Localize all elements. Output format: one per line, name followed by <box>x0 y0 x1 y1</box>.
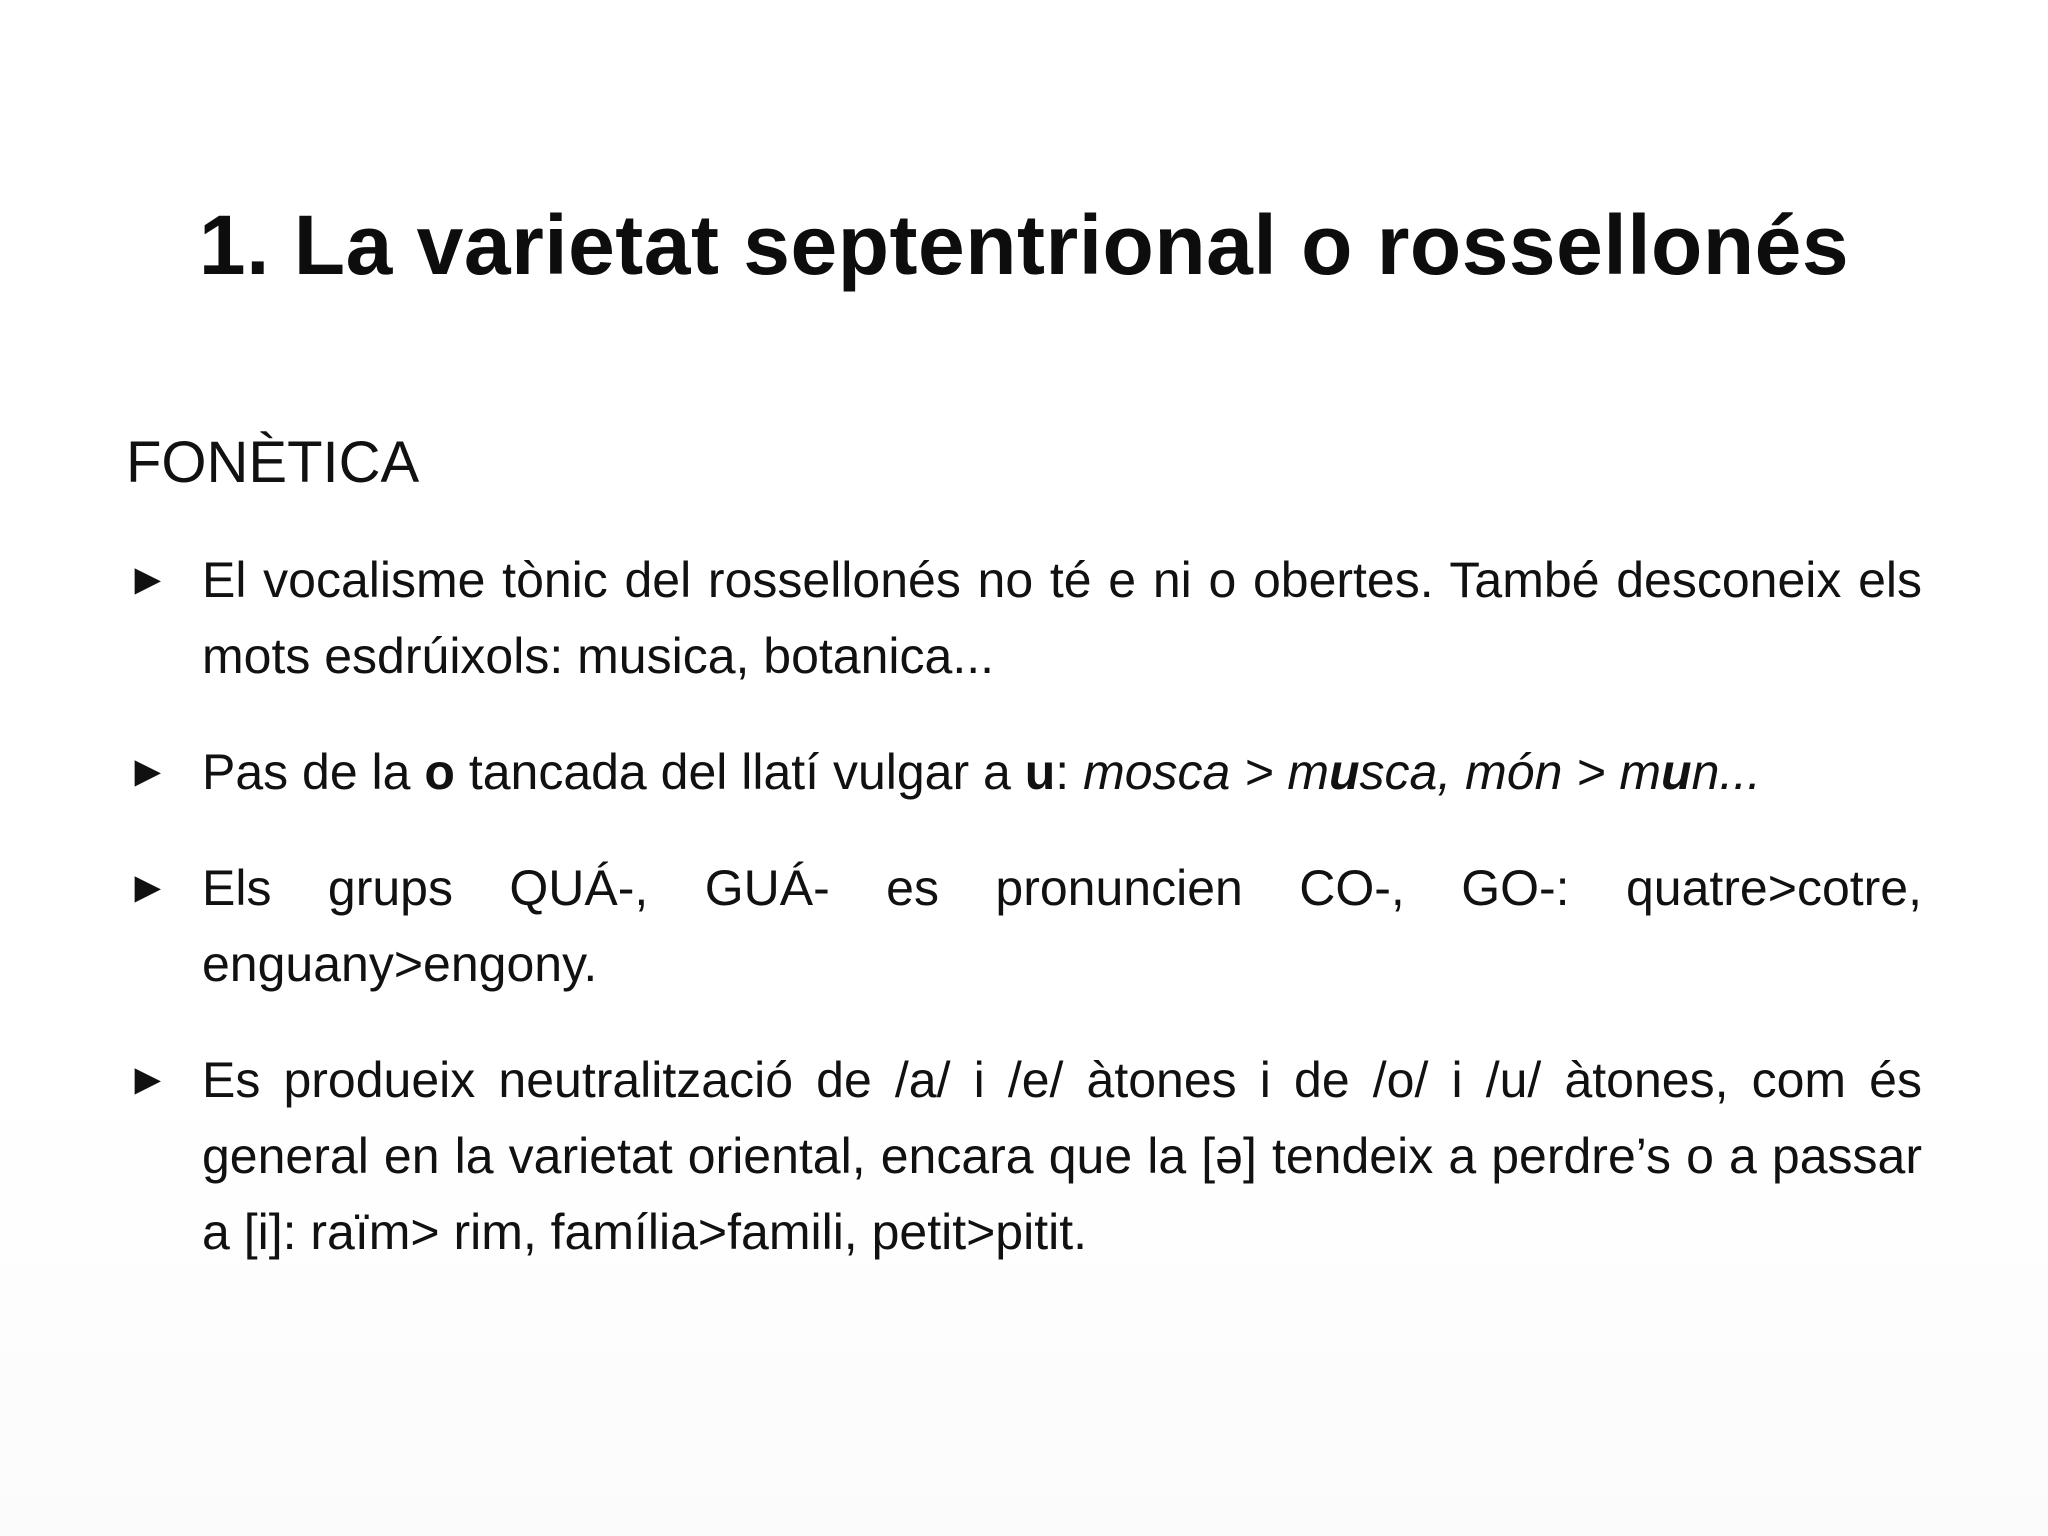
right-triangle-icon: ► <box>126 555 170 604</box>
right-triangle-icon: ► <box>126 1055 170 1104</box>
italic-run: sca, món > m <box>1359 744 1662 800</box>
bold-italic-run: u <box>1661 744 1692 800</box>
text-run: : <box>1055 744 1084 800</box>
bullet-item <box>126 734 1922 810</box>
bullet-text <box>202 734 1922 810</box>
text-run: Pas de la <box>202 744 425 800</box>
italic-run: n... <box>1691 744 1762 800</box>
bullet-text: El vocalisme tònic del rossellonés no té e ni o obertes. També desconeix els mots esdrúixols: musica, botanica... <box>202 552 1922 684</box>
text-run: tancada del llatí vulgar a <box>454 744 1025 800</box>
slide-title: 1. La varietat septentrional o rossellonés <box>198 198 1850 292</box>
bold-run: u <box>1024 744 1056 800</box>
bullet-list <box>126 542 1922 1310</box>
bold-run: o <box>424 744 455 800</box>
bullet-item <box>126 1042 1922 1270</box>
right-triangle-icon: ► <box>126 863 170 912</box>
bullet-text: Es produeix neutralització de /a/ i /e/ àtones i de /o/ i /u/ àtones, com és general en la varietat oriental, encara que la [ə] tendeix a perdre’s o a passar a [i]: raïm> rim, família>famili, petit>pitit. <box>202 1052 1922 1260</box>
italic-run: mosca > m <box>1083 744 1329 800</box>
bullet-item <box>126 542 1922 694</box>
bullet-item <box>126 850 1922 1002</box>
section-heading: FONÈTICA <box>126 430 420 495</box>
right-triangle-icon: ► <box>126 747 170 796</box>
bullet-text: Els grups QUÁ-, GUÁ- es pronuncien CO-, GO-: quatre>cotre, enguany>engony. <box>202 860 1922 992</box>
bold-italic-run: u <box>1328 744 1360 800</box>
